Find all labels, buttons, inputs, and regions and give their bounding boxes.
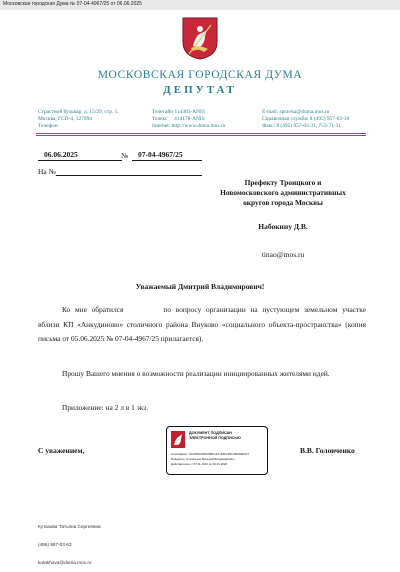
addressee-name: Набокину Д.В.: [258, 222, 308, 231]
contact-address: Страстной бульвар, д. 15/29, стр. 1, Москва, ГСП-4, 127994 Телефон: [38, 109, 119, 130]
organization-subtitle: ДЕПУТАТ: [163, 84, 237, 96]
organization-name: МОСКОВСКАЯ ГОРОДСКАЯ ДУМА: [97, 69, 303, 81]
addressee-line-1: Префекту Троицкого и: [244, 178, 322, 187]
body-paragraph-1: [38, 303, 366, 347]
registration-header: Московская городская Дума № 07-04-4967/25 от 06.06.2025: [3, 1, 142, 7]
addressee-email: tinao@mos.ru: [261, 250, 305, 259]
stamp-owner: Владелец: Головченко Валерий Владимирович: [171, 457, 235, 461]
addressee-line-3: округов города Москвы: [243, 198, 323, 207]
executor-phone: (495) 957-03-62: [38, 542, 72, 547]
executor-email: kutakhova@duma.mos.ru: [38, 560, 92, 565]
stamp-logo-icon: [171, 431, 185, 448]
header-divider-second: [36, 135, 366, 136]
electronic-signature-stamp: [166, 426, 268, 475]
moscow-coat-of-arms-icon: [181, 16, 219, 60]
body-paragraph-2: Прошу Вашего мнения о возможности реализации инициированных жителями идей.: [62, 369, 330, 378]
reference-label: На №: [38, 167, 56, 176]
body-paragraph-1-rest: по вопросу организации на пустующем земельном участке вблизи КП «Анкудиново» столичного района Внуково «социального объекта-пространства» (копия письма от 05.06.2025 № 07-04-4967/25 прилагается).: [38, 305, 366, 343]
stamp-heading: [189, 431, 241, 441]
header-divider: [36, 133, 366, 134]
body-paragraph-1-start: Ко мне обратился: [62, 305, 124, 314]
stamp-heading-1: ДОКУМЕНТ ПОДПИСАН: [189, 431, 232, 435]
addressee-block: [208, 178, 358, 208]
greeting: Уважаемый Дмитрий Владимирович!: [135, 282, 265, 291]
document-number: 07-04-4967/25: [138, 150, 183, 159]
attachment-note: Приложение: на 2 л в 1 экз.: [62, 403, 149, 412]
stamp-certificate: Сертификат: 01A0F5A3D0C5B1C4A7E6F1D2C3B4A5E6F7: [171, 452, 250, 456]
stamp-validity: Действителен: с 07.11.2024 по 30.01.2026: [171, 462, 228, 466]
closing-phrase: С уважением,: [38, 446, 85, 455]
contact-email: E-mail: spravka@duma.mos.ru Справочная служба: 8 (495) 957-03-30 Факс: 8 (495) 957-03-31, 753-71-31: [262, 109, 350, 130]
number-sign: №: [121, 151, 129, 160]
executor-info: [38, 512, 101, 572]
contact-teletype: Телетайп 114383-ANIS Телекс 414178-ANIS Internet: http://www.duma.mos.ru: [152, 109, 226, 130]
addressee-line-2: Новомосковского административных: [220, 188, 346, 197]
stamp-heading-2: ЭЛЕКТРОННОЙ ПОДПИСЬЮ: [189, 436, 241, 440]
signatory-name: В.В. Головченко: [300, 446, 355, 455]
executor-name: Кутазова Татьяна Сергеевна: [38, 524, 101, 529]
reference-line: [56, 166, 202, 176]
document-date: 06.06.2025: [44, 150, 78, 159]
